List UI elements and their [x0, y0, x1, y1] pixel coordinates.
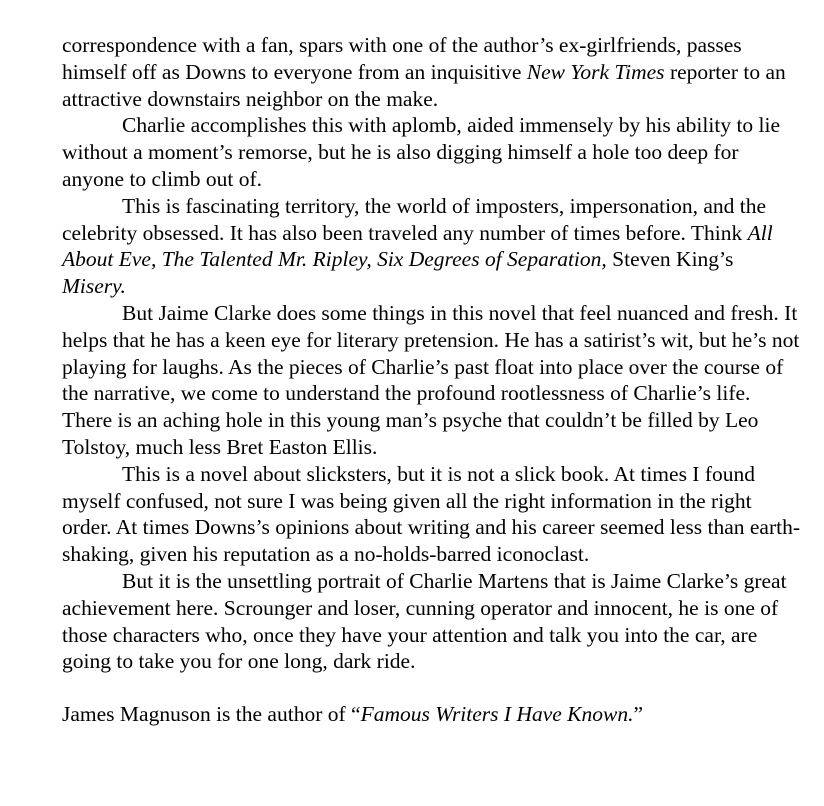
- paragraph-5-text: This is a novel about slicksters, but it is not a slick book. At times I found myself confused, not sure I was being given all the right information in the right order. At times Downs’s opinions about writing and his career seemed less than earth-shaking, given his reputation as a no-holds-barred iconoclast.: [62, 461, 801, 567]
- paragraph-4: [62, 300, 802, 461]
- paragraph-3-italic-titles: All About Eve, The Talented Mr. Ripley, Six Degrees of Separation,: [62, 220, 773, 272]
- document-page: [62, 32, 802, 728]
- paragraph-1-text-a: correspondence with a fan, spars with one of the author’s ex-girlfriends, passes himself off as Downs to everyone from an inquisitive: [62, 33, 742, 84]
- paragraph-1-text-b: reporter to an attractive downstairs neighbor on the make.: [62, 59, 786, 111]
- paragraph-6-text: But it is the unsettling portrait of Charlie Martens that is Jaime Clarke’s great achievement here. Scrounger and loser, cunning operator and innocent, he is one of those characters who, once they have your attention and talk you into the car, are going to take you for one long, dark ride.: [62, 568, 787, 674]
- paragraph-4-text: But Jaime Clarke does some things in this novel that feel nuanced and fresh. It helps that he has a keen eye for literary pretension. He has a satirist’s wit, but he’s not playing for laughs. As the pieces of Charlie’s past float into place over the course of the narrative, we come to understand the profound rootlessness of Charlie’s life. There is an aching hole in this young man’s psyche that couldn’t be filled by Leo Tolstoy, much less Bret Easton Ellis.: [62, 300, 800, 459]
- author-byline: [62, 701, 802, 728]
- paragraph-2-text: Charlie accomplishes this with aplomb, aided immensely by his ability to lie without a moment’s remorse, but he is also digging himself a hole too deep for anyone to climb out of.: [62, 113, 781, 191]
- paragraph-3: [62, 193, 802, 300]
- byline-text-a: James Magnuson is the author of “: [62, 702, 361, 727]
- paragraph-2: [62, 112, 802, 192]
- byline-italic-title: Famous Writers I Have Known.: [360, 702, 634, 727]
- paragraph-6: [62, 568, 802, 675]
- byline-text-b: ”: [633, 702, 644, 727]
- paragraph-5: [62, 461, 802, 568]
- paragraph-3-text-b: Steven King’s: [606, 247, 734, 272]
- paragraph-3-italic-misery: Misery.: [62, 274, 126, 299]
- paragraph-1: [62, 32, 802, 112]
- paragraph-3-text-a: This is fascinating territory, the world of imposters, impersonation, and the celebrity obsessed. It has also been traveled any number of times before. Think: [62, 193, 767, 245]
- paragraph-1-italic-title: New York Times: [526, 59, 665, 84]
